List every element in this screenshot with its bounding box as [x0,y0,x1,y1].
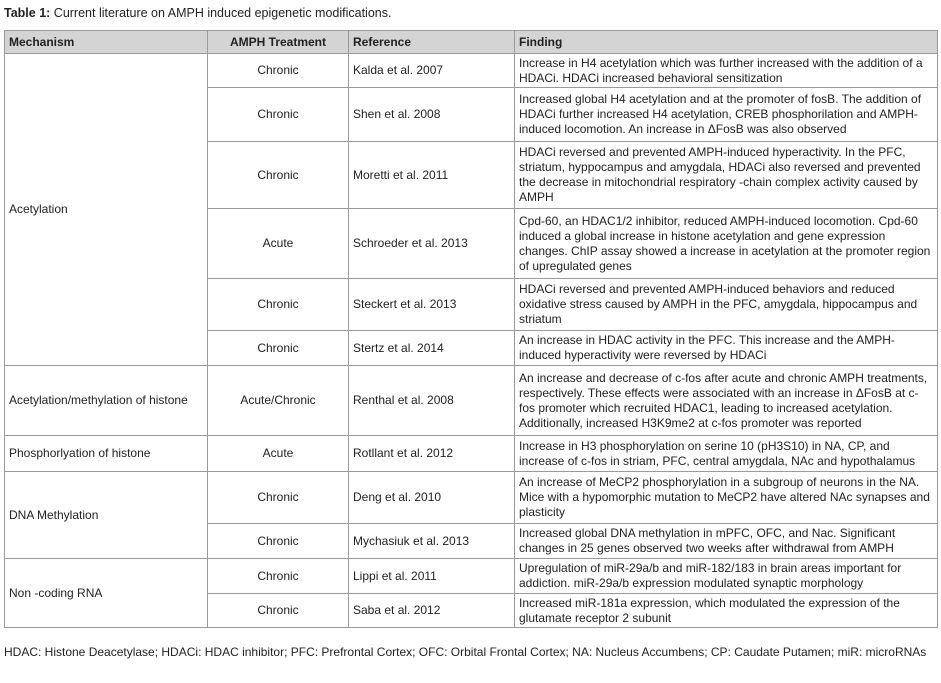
reference-cell: Schroeder et al. 2013 [349,209,515,279]
treatment-cell: Chronic [208,331,349,366]
reference-cell: Moretti et al. 2011 [349,142,515,209]
header-row [5,31,938,54]
reference-cell: Deng et al. 2010 [349,472,515,524]
header-reference: Reference [349,31,515,54]
finding-cell: Upregulation of miR-29a/b and miR-182/183 in brain areas important for addiction. miR-29a/b expression modulated synaptic morphology [515,559,938,594]
finding-cell: Increase in H4 acetylation which was further increased with the addition of a HDACi. HDACi increased behavioral sensitization [515,54,938,88]
treatment-cell: Chronic [208,559,349,594]
table-row [5,559,938,594]
mechanism-cell: Phosphorlyation of histone [5,436,208,472]
treatment-cell: Chronic [208,142,349,209]
table-row [5,54,938,88]
finding-cell: Increased global H4 acetylation and at the promoter of fosB. The addition of HDACi further increased H4 acetylation, CREB phosphorilation and AMPH-induced locomotion. An increase in ΔFosB was also observed [515,88,938,142]
header-amph-treatment: AMPH Treatment [208,31,349,54]
treatment-cell: Chronic [208,594,349,628]
reference-cell: Kalda et al. 2007 [349,54,515,88]
literature-table [4,30,938,628]
treatment-cell: Chronic [208,54,349,88]
header-mechanism: Mechanism [5,31,208,54]
finding-cell: Increased miR-181a expression, which modulated the expression of the glutamate receptor 2 subunit [515,594,938,628]
reference-cell: Mychasiuk et al. 2013 [349,524,515,559]
treatment-cell: Chronic [208,279,349,331]
reference-cell: Shen et al. 2008 [349,88,515,142]
table-row [5,436,938,472]
reference-cell: Steckert et al. 2013 [349,279,515,331]
treatment-cell: Acute/Chronic [208,366,349,436]
header-finding: Finding [515,31,938,54]
finding-cell: An increase and decrease of c-fos after acute and chronic AMPH treatments, respectively. These effects were associated with an increase in ΔFosB at c-fos promoter which recruited HDAC1, leading to increased acetylation. Additionally, increased H3K9me2 at c-fos promoter was reported [515,366,938,436]
reference-cell: Saba et al. 2012 [349,594,515,628]
reference-cell: Stertz et al. 2014 [349,331,515,366]
reference-cell: Rotllant et al. 2012 [349,436,515,472]
finding-cell: Increase in H3 phosphorylation on serine 10 (pH3S10) in NA, CP, and increase of c-fos in striam, PFC, central amygdala, NAc and hypothalamus [515,436,938,472]
mechanism-cell: Acetylation [5,54,208,366]
reference-cell: Lippi et al. 2011 [349,559,515,594]
table-footnote: HDAC: Histone Deacetylase; HDACi: HDAC inhibitor; PFC: Prefrontal Cortex; OFC: Orbital Frontal Cortex; NA: Nucleus Accumbens; CP: Caudate Putamen; miR: microRNAs [4,645,927,659]
treatment-cell: Chronic [208,88,349,142]
finding-cell: HDACi reversed and prevented AMPH-induced behaviors and reduced oxidative stress caused by AMPH in the PFC, amygdala, hippocampus and striatum [515,279,938,331]
mechanism-cell: DNA Methylation [5,472,208,559]
caption-label: Table 1: [4,6,51,20]
finding-cell: An increase of MeCP2 phosphorylation in a subgroup of neurons in the NA. Mice with a hypomorphic mutation to MeCP2 have altered NAc synapses and plasticity [515,472,938,524]
table-body [5,54,938,628]
treatment-cell: Acute [208,436,349,472]
treatment-cell: Acute [208,209,349,279]
table-row [5,366,938,436]
mechanism-cell: Acetylation/methylation of histone [5,366,208,436]
table-row [5,472,938,524]
treatment-cell: Chronic [208,472,349,524]
finding-cell: An increase in HDAC activity in the PFC. This increase and the AMPH-induced hyperactivity were reversed by HDACi [515,331,938,366]
mechanism-cell: Non -coding RNA [5,559,208,628]
reference-cell: Renthal et al. 2008 [349,366,515,436]
finding-cell: Cpd-60, an HDAC1/2 inhibitor, reduced AMPH-induced locomotion. Cpd-60 induced a global increase in histone acetylation and gene expression changes. ChIP assay showed a increase in acetylation at the promoter region of upregulated genes [515,209,938,279]
caption-text: Current literature on AMPH induced epigenetic modifications. [50,6,392,20]
treatment-cell: Chronic [208,524,349,559]
table-caption [4,5,391,21]
finding-cell: HDACi reversed and prevented AMPH-induced hyperactivity. In the PFC, striatum, hyppocampus and amygdala, HDACi also reversed and prevented the decrease in mitochondrial respiratory -chain complex activity caused by AMPH [515,142,938,209]
finding-cell: Increased global DNA methylation in mPFC, OFC, and Nac. Significant changes in 25 genes observed two weeks after withdrawal from AMPH [515,524,938,559]
